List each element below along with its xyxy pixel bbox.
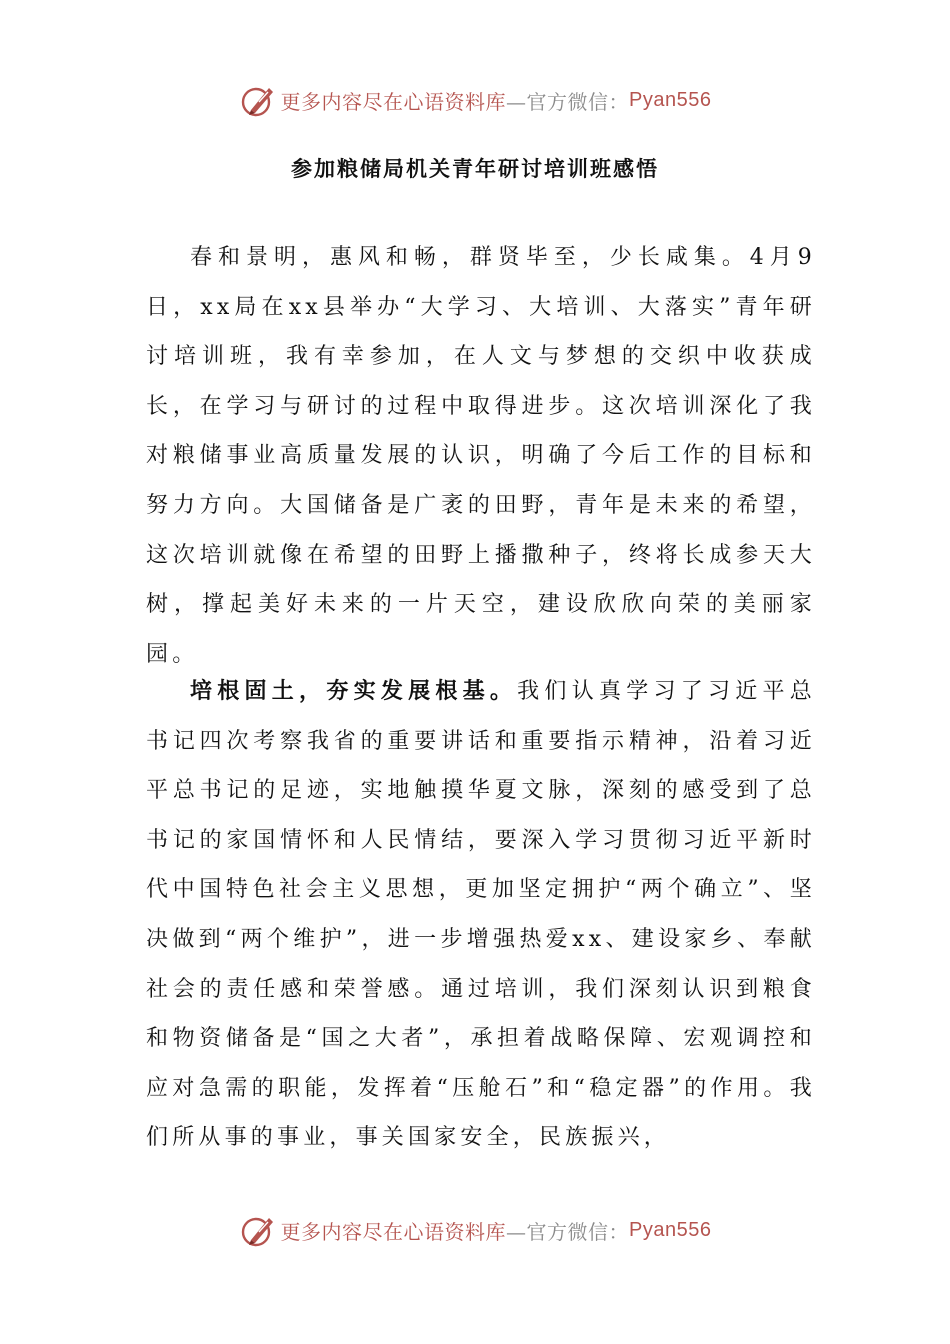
pen-nib-logo-icon: [239, 1210, 279, 1250]
pen-nib-logo-icon: [239, 80, 279, 120]
document-title: 参加粮储局机关青年研讨培训班感悟: [291, 156, 659, 181]
banner-wechat-id: Pyan556: [629, 88, 712, 111]
header-banner: [0, 78, 950, 122]
paragraph-text: 春和景明，惠风和畅，群贤毕至，少长咸集。4月9日，xx局在xx县举办“大学习、大培训、大落实”青年研讨培训班，我有幸参加，在人文与梦想的交织中收获成长，在学习与研讨的过程中取得进步。这次培训深化了我对粮储事业高质量发展的认识，明确了今后工作的目标和努力方向。大国储备是广袤的田野，青年是未来的希望，这次培训就像在希望的田野上播撒种子，终将长成参天大树，撑起美好未来的一片天空，建设欣欣向荣的美丽家园。: [146, 245, 816, 667]
body-paragraph: [146, 667, 816, 1163]
banner-wechat-label: —官方微信：: [506, 89, 630, 114]
body-paragraph: [146, 233, 816, 679]
paragraph-text: 我们认真学习了习近平总书记四次考察我省的重要讲话和重要指示精神，沿着习近平总书记的足迹，实地触摸华夏文脉，深刻的感受到了总书记的家国情怀和人民情结，要深入学习贯彻习近平新时代中国特色社会主义思想，更加坚定拥护“两个确立”、坚决做到“两个维护”，进一步增强热爱xx、建设家乡、奉献社会的责任感和荣誉感。通过培训，我们深刻认识到粮食和物资储备是“国之大者”，承担着战略保障、宏观调控和应对急需的职能，发挥着“压舱石”和“稳定器”的作用。我们所从事的事业，事关国家安全，民族振兴，: [146, 679, 817, 1151]
banner-wechat-id: Pyan556: [629, 1218, 712, 1241]
banner-wechat-label: —官方微信：: [506, 1219, 630, 1244]
footer-banner: [0, 1208, 950, 1252]
paragraph-lead-heading: 培根固土，夯实发展根基。: [190, 678, 518, 704]
banner-site-name: 更多内容尽在心语资料库: [280, 1219, 507, 1244]
banner-site-name: 更多内容尽在心语资料库: [280, 89, 507, 114]
